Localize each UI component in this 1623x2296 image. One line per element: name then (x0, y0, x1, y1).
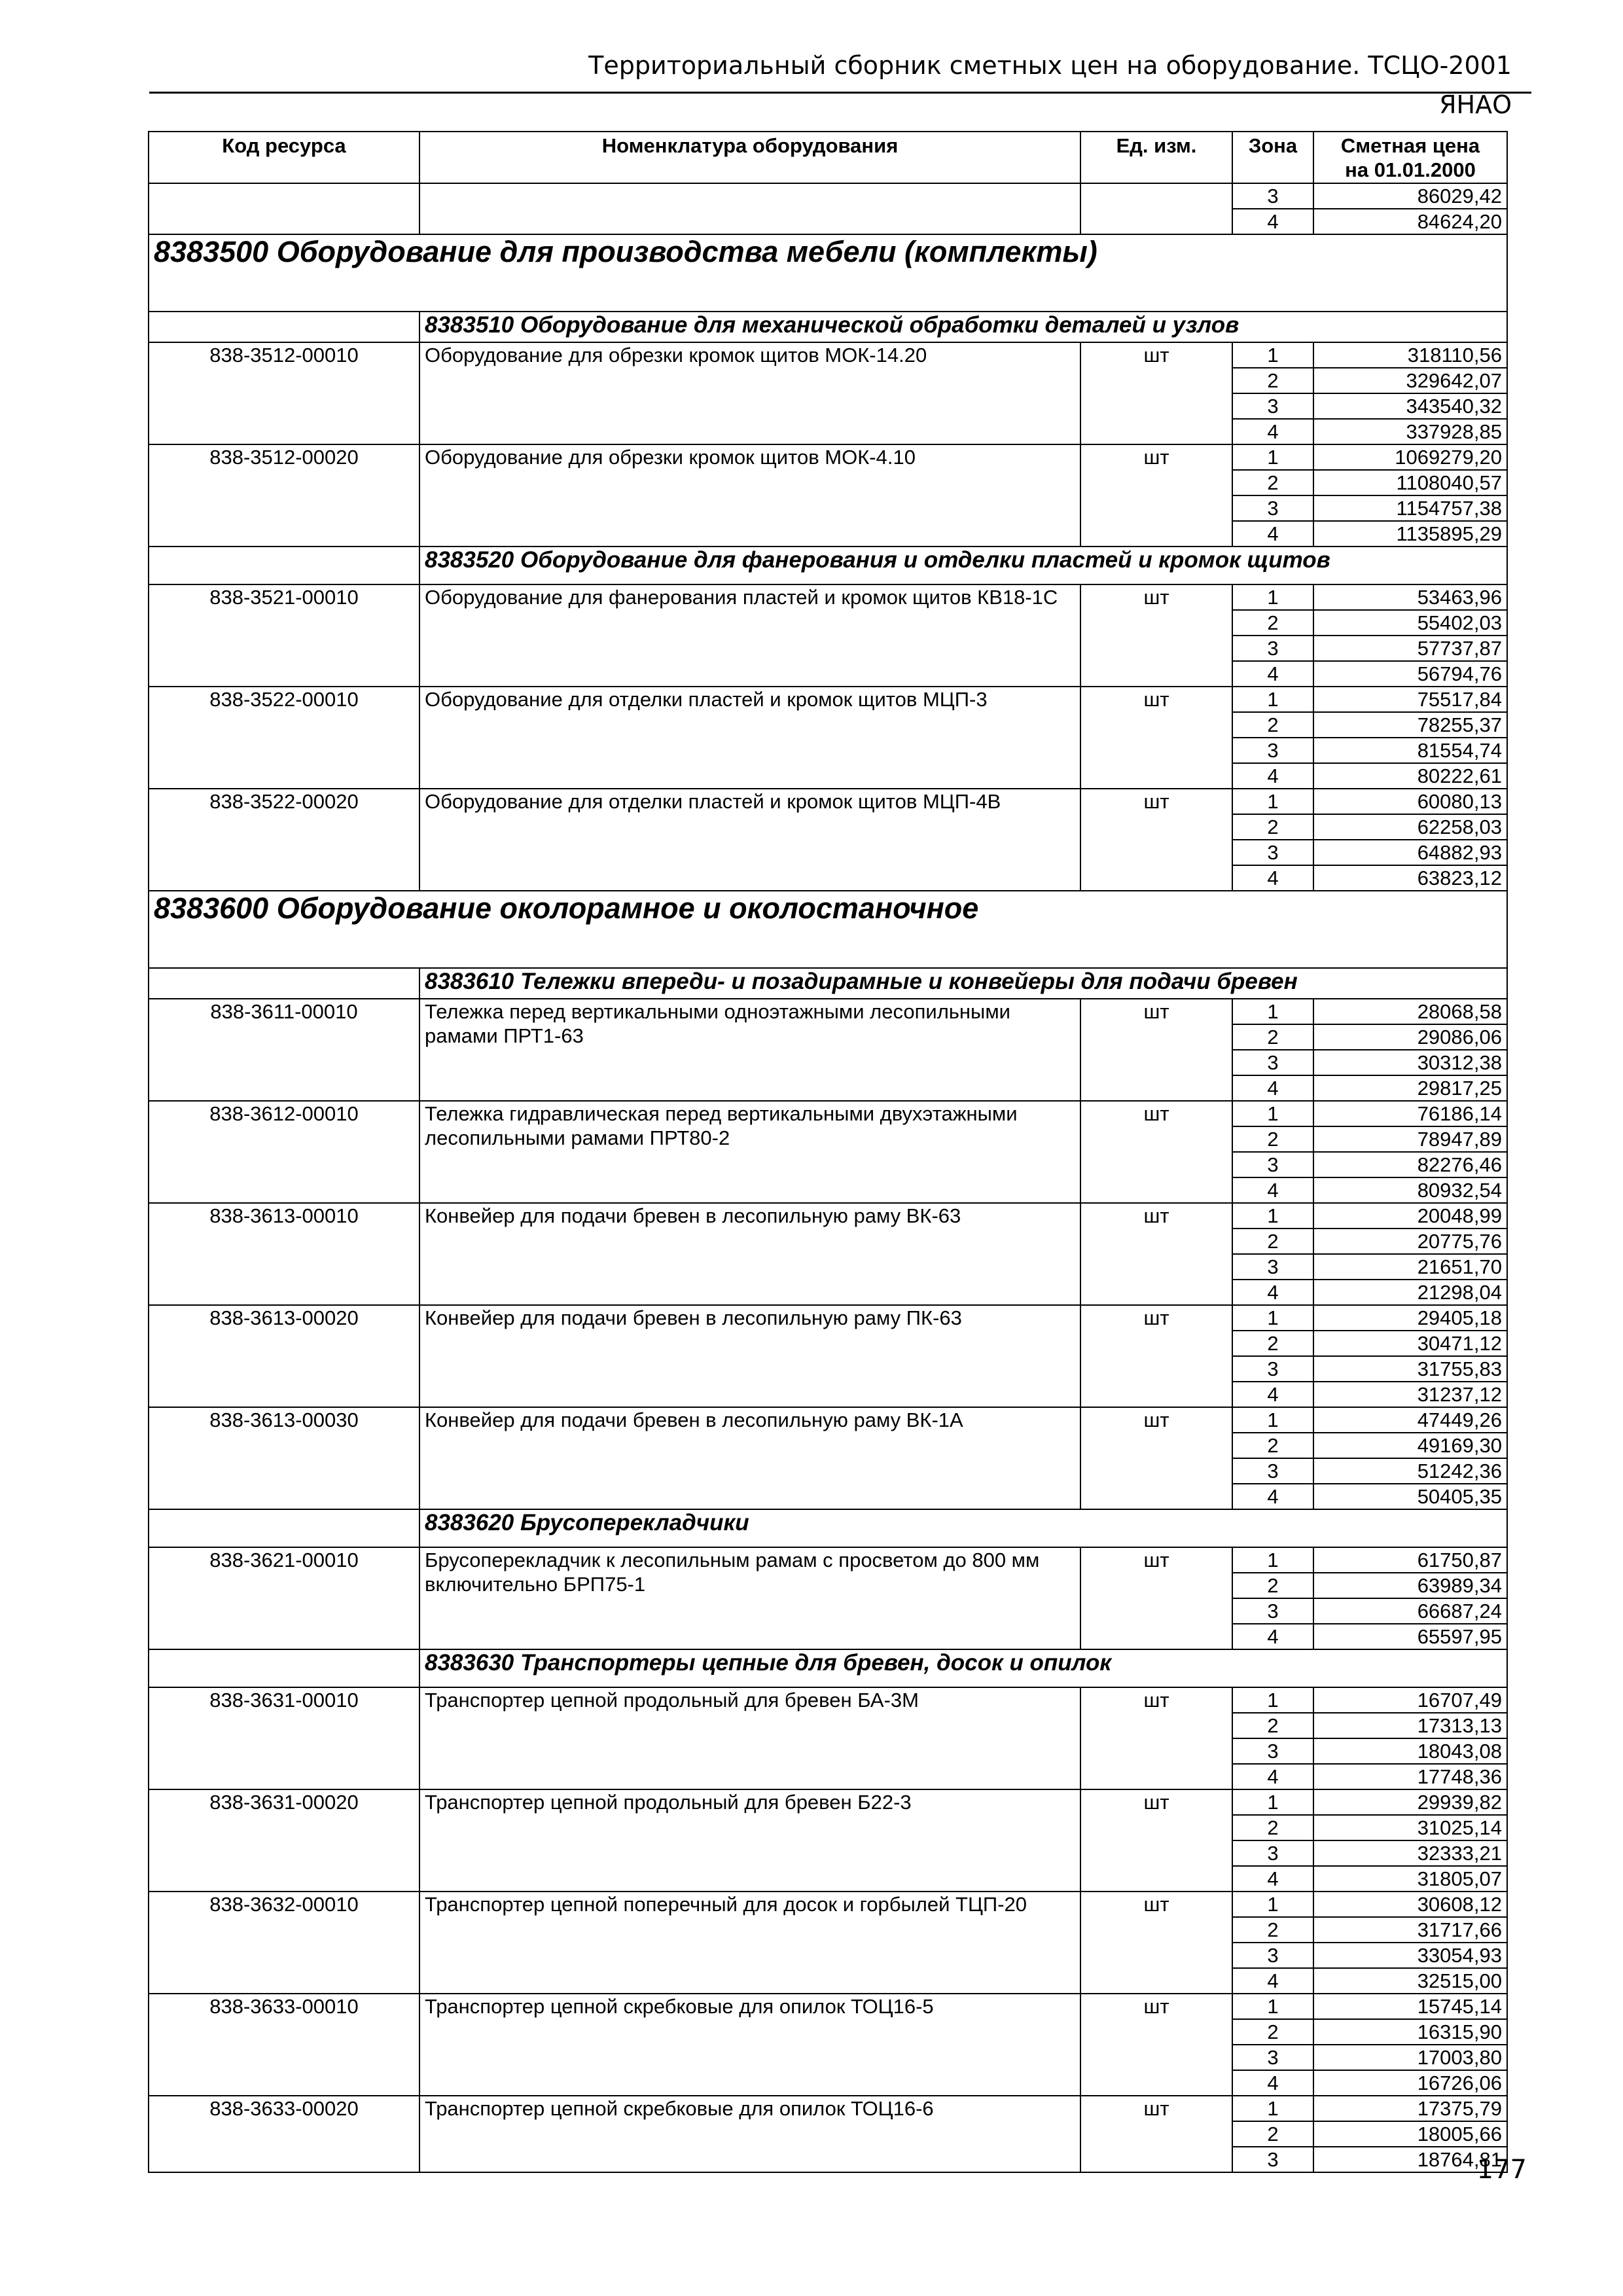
price-cell: 30312,38 (1313, 1050, 1507, 1075)
zone-cell: 1 (1232, 1203, 1313, 1229)
zone-cell: 4 (1232, 1382, 1313, 1407)
resource-code: 838-3612-00010 (149, 1101, 419, 1203)
zone-cell: 1 (1232, 1687, 1313, 1713)
page-header: Территориальный сборник сметных цен на оборудование. ТСЦО-2001 ЯНАО (588, 51, 1512, 119)
price-cell: 1108040,57 (1313, 470, 1507, 495)
price-cell: 62258,03 (1313, 814, 1507, 840)
resource-code: 838-3512-00020 (149, 444, 419, 547)
subsection-heading: 8383620 Брусоперекладчики (419, 1509, 1507, 1547)
price-cell: 20775,76 (1313, 1229, 1507, 1254)
section-heading-row (149, 891, 1507, 968)
price-cell: 57737,87 (1313, 636, 1507, 661)
subsection-heading: 8383520 Оборудование для фанерования и отделки пластей и кромок щитов (419, 547, 1507, 584)
equipment-name: Транспортер цепной продольный для бревен БА-3М (419, 1687, 1080, 1789)
zone-cell: 3 (1232, 1152, 1313, 1177)
table-row (149, 687, 1507, 712)
equipment-name: Оборудование для отделки пластей и кромок щитов МЦП-4В (419, 789, 1080, 891)
zone-cell: 3 (1232, 840, 1313, 865)
price-cell: 18005,66 (1313, 2121, 1507, 2147)
price-cell: 343540,32 (1313, 393, 1507, 419)
equipment-name: Тележка перед вертикальными одноэтажными лесопильными рамами ПРТ1-63 (419, 999, 1080, 1101)
resource-code: 838-3613-00020 (149, 1305, 419, 1407)
zone-cell: 2 (1232, 1573, 1313, 1598)
zone-cell: 3 (1232, 393, 1313, 419)
zone-cell: 1 (1232, 1547, 1313, 1573)
subsection-heading-row (149, 547, 1507, 584)
price-cell: 78947,89 (1313, 1126, 1507, 1152)
table-row (149, 789, 1507, 814)
price-cell: 1069279,20 (1313, 444, 1507, 470)
unit-of-measure: шт (1080, 999, 1232, 1101)
equipment-name: Оборудование для обрезки кромок щитов МОК-14.20 (419, 342, 1080, 444)
zone-cell: 4 (1232, 865, 1313, 891)
unit-of-measure: шт (1080, 584, 1232, 687)
table-row (149, 584, 1507, 610)
table-row (149, 1305, 1507, 1331)
column-header-price-line2: на 01.01.2000 (1345, 158, 1476, 181)
zone-cell: 4 (1232, 419, 1313, 444)
unit-of-measure: шт (1080, 1407, 1232, 1509)
unit-of-measure (1080, 183, 1232, 234)
table-row (149, 1892, 1507, 1917)
price-cell: 76186,14 (1313, 1101, 1507, 1126)
price-cell: 1135895,29 (1313, 521, 1507, 547)
zone-cell: 2 (1232, 470, 1313, 495)
unit-of-measure: шт (1080, 2096, 1232, 2172)
zone-cell: 2 (1232, 2019, 1313, 2045)
price-cell: 63989,34 (1313, 1573, 1507, 1598)
table-row (149, 342, 1507, 368)
zone-cell: 1 (1232, 789, 1313, 814)
unit-of-measure: шт (1080, 1994, 1232, 2096)
table-row (149, 1994, 1507, 2019)
subsection-heading-row (149, 1509, 1507, 1547)
zone-cell: 1 (1232, 999, 1313, 1024)
resource-code: 838-3621-00010 (149, 1547, 419, 1649)
zone-cell: 3 (1232, 2147, 1313, 2172)
table-row (149, 444, 1507, 470)
zone-cell: 2 (1232, 2121, 1313, 2147)
zone-cell: 1 (1232, 444, 1313, 470)
price-cell: 29405,18 (1313, 1305, 1507, 1331)
price-cell: 75517,84 (1313, 687, 1507, 712)
price-cell: 78255,37 (1313, 712, 1507, 738)
price-cell: 16726,06 (1313, 2070, 1507, 2096)
price-cell: 31025,14 (1313, 1815, 1507, 1840)
price-cell: 65597,95 (1313, 1624, 1507, 1649)
price-cell: 33054,93 (1313, 1943, 1507, 1968)
equipment-name: Транспортер цепной скребковые для опилок ТОЦ16-6 (419, 2096, 1080, 2172)
table-row (149, 1789, 1507, 1815)
resource-code: 838-3613-00010 (149, 1203, 419, 1305)
price-cell: 16707,49 (1313, 1687, 1507, 1713)
unit-of-measure: шт (1080, 1789, 1232, 1892)
zone-cell: 4 (1232, 1177, 1313, 1203)
price-cell: 31237,12 (1313, 1382, 1507, 1407)
zone-cell: 4 (1232, 1624, 1313, 1649)
zone-cell: 2 (1232, 1433, 1313, 1458)
column-header-zone: Зона (1232, 132, 1313, 183)
zone-cell: 2 (1232, 368, 1313, 393)
column-header-unit: Ед. изм. (1080, 132, 1232, 183)
zone-cell: 2 (1232, 1126, 1313, 1152)
price-cell: 50405,35 (1313, 1484, 1507, 1509)
equipment-name: Конвейер для подачи бревен в лесопильную раму ПК-63 (419, 1305, 1080, 1407)
subsection-heading: 8383510 Оборудование для механической обработки деталей и узлов (419, 312, 1507, 342)
price-cell: 56794,76 (1313, 661, 1507, 687)
subsection-spacer (149, 312, 419, 342)
price-cell: 61750,87 (1313, 1547, 1507, 1573)
table-header-row (149, 132, 1507, 183)
unit-of-measure: шт (1080, 687, 1232, 789)
zone-cell: 2 (1232, 712, 1313, 738)
resource-code: 838-3522-00010 (149, 687, 419, 789)
section-heading: 8383500 Оборудование для производства мебели (комплекты) (149, 234, 1507, 312)
zone-cell: 4 (1232, 1075, 1313, 1101)
equipment-name: Оборудование для фанерования пластей и кромок щитов КВ18-1С (419, 584, 1080, 687)
subsection-heading-row (149, 968, 1507, 999)
zone-cell: 1 (1232, 2096, 1313, 2121)
price-cell: 31755,83 (1313, 1356, 1507, 1382)
resource-code: 838-3613-00030 (149, 1407, 419, 1509)
zone-cell: 3 (1232, 1050, 1313, 1075)
price-cell: 31717,66 (1313, 1917, 1507, 1943)
resource-code: 838-3611-00010 (149, 999, 419, 1101)
resource-code: 838-3633-00020 (149, 2096, 419, 2172)
resource-code: 838-3632-00010 (149, 1892, 419, 1994)
price-cell: 30608,12 (1313, 1892, 1507, 1917)
price-cell: 63823,12 (1313, 865, 1507, 891)
unit-of-measure: шт (1080, 1305, 1232, 1407)
zone-cell: 1 (1232, 1305, 1313, 1331)
price-cell: 84624,20 (1313, 209, 1507, 234)
subsection-heading: 8383610 Тележки впереди- и позадирамные и конвейеры для подачи бревен (419, 968, 1507, 999)
zone-cell: 2 (1232, 1331, 1313, 1356)
zone-cell: 4 (1232, 1968, 1313, 1994)
subsection-heading-row (149, 1649, 1507, 1687)
price-cell: 55402,03 (1313, 610, 1507, 636)
price-table (148, 131, 1508, 2173)
zone-cell: 4 (1232, 1280, 1313, 1305)
unit-of-measure: шт (1080, 1101, 1232, 1203)
zone-cell: 3 (1232, 495, 1313, 521)
price-cell: 29817,25 (1313, 1075, 1507, 1101)
subsection-spacer (149, 547, 419, 584)
table-row (149, 1407, 1507, 1433)
price-cell: 318110,56 (1313, 342, 1507, 368)
resource-code: 838-3633-00010 (149, 1994, 419, 2096)
table-row (149, 999, 1507, 1024)
price-cell: 64882,93 (1313, 840, 1507, 865)
resource-code: 838-3521-00010 (149, 584, 419, 687)
zone-cell: 3 (1232, 1738, 1313, 1764)
unit-of-measure: шт (1080, 1203, 1232, 1305)
zone-cell: 1 (1232, 1994, 1313, 2019)
zone-cell: 1 (1232, 1892, 1313, 1917)
zone-cell: 2 (1232, 1917, 1313, 1943)
zone-cell: 2 (1232, 814, 1313, 840)
price-cell: 31805,07 (1313, 1866, 1507, 1892)
subsection-spacer (149, 1509, 419, 1547)
table-row (149, 1547, 1507, 1573)
zone-cell: 2 (1232, 610, 1313, 636)
price-cell: 32515,00 (1313, 1968, 1507, 1994)
zone-cell: 3 (1232, 1458, 1313, 1484)
column-header-name: Номенклатура оборудования (419, 132, 1080, 183)
price-cell: 86029,42 (1313, 183, 1507, 209)
subsection-spacer (149, 968, 419, 999)
column-header-price (1313, 132, 1507, 183)
zone-cell: 3 (1232, 738, 1313, 763)
zone-cell: 4 (1232, 1764, 1313, 1789)
price-cell: 1154757,38 (1313, 495, 1507, 521)
unit-of-measure: шт (1080, 342, 1232, 444)
resource-code: 838-3631-00020 (149, 1789, 419, 1892)
price-cell: 51242,36 (1313, 1458, 1507, 1484)
price-cell: 337928,85 (1313, 419, 1507, 444)
column-header-price-line1: Сметная цена (1340, 134, 1480, 157)
zone-cell: 1 (1232, 687, 1313, 712)
equipment-name: Конвейер для подачи бревен в лесопильную раму ВК-1А (419, 1407, 1080, 1509)
table-body (149, 183, 1507, 2172)
subsection-spacer (149, 1649, 419, 1687)
zone-cell: 3 (1232, 1840, 1313, 1866)
price-cell: 17375,79 (1313, 2096, 1507, 2121)
zone-cell: 4 (1232, 1484, 1313, 1509)
price-cell: 15745,14 (1313, 1994, 1507, 2019)
price-cell: 21298,04 (1313, 1280, 1507, 1305)
unit-of-measure: шт (1080, 789, 1232, 891)
zone-cell: 3 (1232, 1356, 1313, 1382)
zone-cell: 1 (1232, 1101, 1313, 1126)
price-cell: 17748,36 (1313, 1764, 1507, 1789)
equipment-name: Конвейер для подачи бревен в лесопильную раму ВК-63 (419, 1203, 1080, 1305)
zone-cell: 3 (1232, 1598, 1313, 1624)
section-heading-row (149, 234, 1507, 312)
zone-cell: 3 (1232, 636, 1313, 661)
price-cell: 29086,06 (1313, 1024, 1507, 1050)
price-cell: 16315,90 (1313, 2019, 1507, 2045)
resource-code: 838-3522-00020 (149, 789, 419, 891)
zone-cell: 3 (1232, 1254, 1313, 1280)
zone-cell: 4 (1232, 661, 1313, 687)
equipment-name: Оборудование для обрезки кромок щитов МОК-4.10 (419, 444, 1080, 547)
zone-cell: 2 (1232, 1024, 1313, 1050)
equipment-name: Тележка гидравлическая перед вертикальными двухэтажными лесопильными рамами ПРТ80-2 (419, 1101, 1080, 1203)
unit-of-measure: шт (1080, 444, 1232, 547)
zone-cell: 2 (1232, 1815, 1313, 1840)
zone-cell: 1 (1232, 1789, 1313, 1815)
zone-cell: 3 (1232, 1943, 1313, 1968)
price-cell: 82276,46 (1313, 1152, 1507, 1177)
price-cell: 81554,74 (1313, 738, 1507, 763)
zone-cell: 3 (1232, 2045, 1313, 2070)
unit-of-measure: шт (1080, 1547, 1232, 1649)
equipment-name: Транспортер цепной скребковые для опилок ТОЦ16-5 (419, 1994, 1080, 2096)
resource-code: 838-3512-00010 (149, 342, 419, 444)
price-cell: 329642,07 (1313, 368, 1507, 393)
equipment-name (419, 183, 1080, 234)
price-cell: 21651,70 (1313, 1254, 1507, 1280)
resource-code (149, 183, 419, 234)
price-cell: 53463,96 (1313, 584, 1507, 610)
price-cell: 32333,21 (1313, 1840, 1507, 1866)
price-cell: 80932,54 (1313, 1177, 1507, 1203)
page-number: 177 (1476, 2155, 1527, 2185)
price-cell: 17313,13 (1313, 1713, 1507, 1738)
zone-cell: 3 (1232, 183, 1313, 209)
price-cell: 18043,08 (1313, 1738, 1507, 1764)
price-cell: 20048,99 (1313, 1203, 1507, 1229)
price-cell: 60080,13 (1313, 789, 1507, 814)
zone-cell: 4 (1232, 763, 1313, 789)
equipment-name: Брусоперекладчик к лесопильным рамам с просветом до 800 мм включительно БРП75-1 (419, 1547, 1080, 1649)
table-row (149, 2096, 1507, 2121)
equipment-name: Оборудование для отделки пластей и кромок щитов МЦП-3 (419, 687, 1080, 789)
price-cell: 29939,82 (1313, 1789, 1507, 1815)
price-cell: 28068,58 (1313, 999, 1507, 1024)
zone-cell: 2 (1232, 1713, 1313, 1738)
price-cell: 80222,61 (1313, 763, 1507, 789)
zone-cell: 4 (1232, 2070, 1313, 2096)
table-row (149, 1203, 1507, 1229)
zone-cell: 1 (1232, 342, 1313, 368)
section-heading: 8383600 Оборудование околорамное и околостаночное (149, 891, 1507, 968)
price-cell: 66687,24 (1313, 1598, 1507, 1624)
resource-code: 838-3631-00010 (149, 1687, 419, 1789)
zone-cell: 2 (1232, 1229, 1313, 1254)
zone-cell: 4 (1232, 209, 1313, 234)
header-rule (149, 92, 1531, 94)
price-cell: 49169,30 (1313, 1433, 1507, 1458)
zone-cell: 1 (1232, 584, 1313, 610)
price-cell: 47449,26 (1313, 1407, 1507, 1433)
subsection-heading: 8383630 Транспортеры цепные для бревен, досок и опилок (419, 1649, 1507, 1687)
unit-of-measure: шт (1080, 1687, 1232, 1789)
table-row (149, 1687, 1507, 1713)
subsection-heading-row (149, 312, 1507, 342)
zone-cell: 1 (1232, 1407, 1313, 1433)
zone-cell: 4 (1232, 521, 1313, 547)
table-row (149, 183, 1507, 209)
price-cell: 30471,12 (1313, 1331, 1507, 1356)
unit-of-measure: шт (1080, 1892, 1232, 1994)
zone-cell: 4 (1232, 1866, 1313, 1892)
equipment-name: Транспортер цепной продольный для бревен Б22-3 (419, 1789, 1080, 1892)
table-row (149, 1101, 1507, 1126)
price-cell: 17003,80 (1313, 2045, 1507, 2070)
equipment-name: Транспортер цепной поперечный для досок и горбылей ТЦП-20 (419, 1892, 1080, 1994)
price-cell: 18764,81 (1313, 2147, 1507, 2172)
column-header-code: Код ресурса (149, 132, 419, 183)
